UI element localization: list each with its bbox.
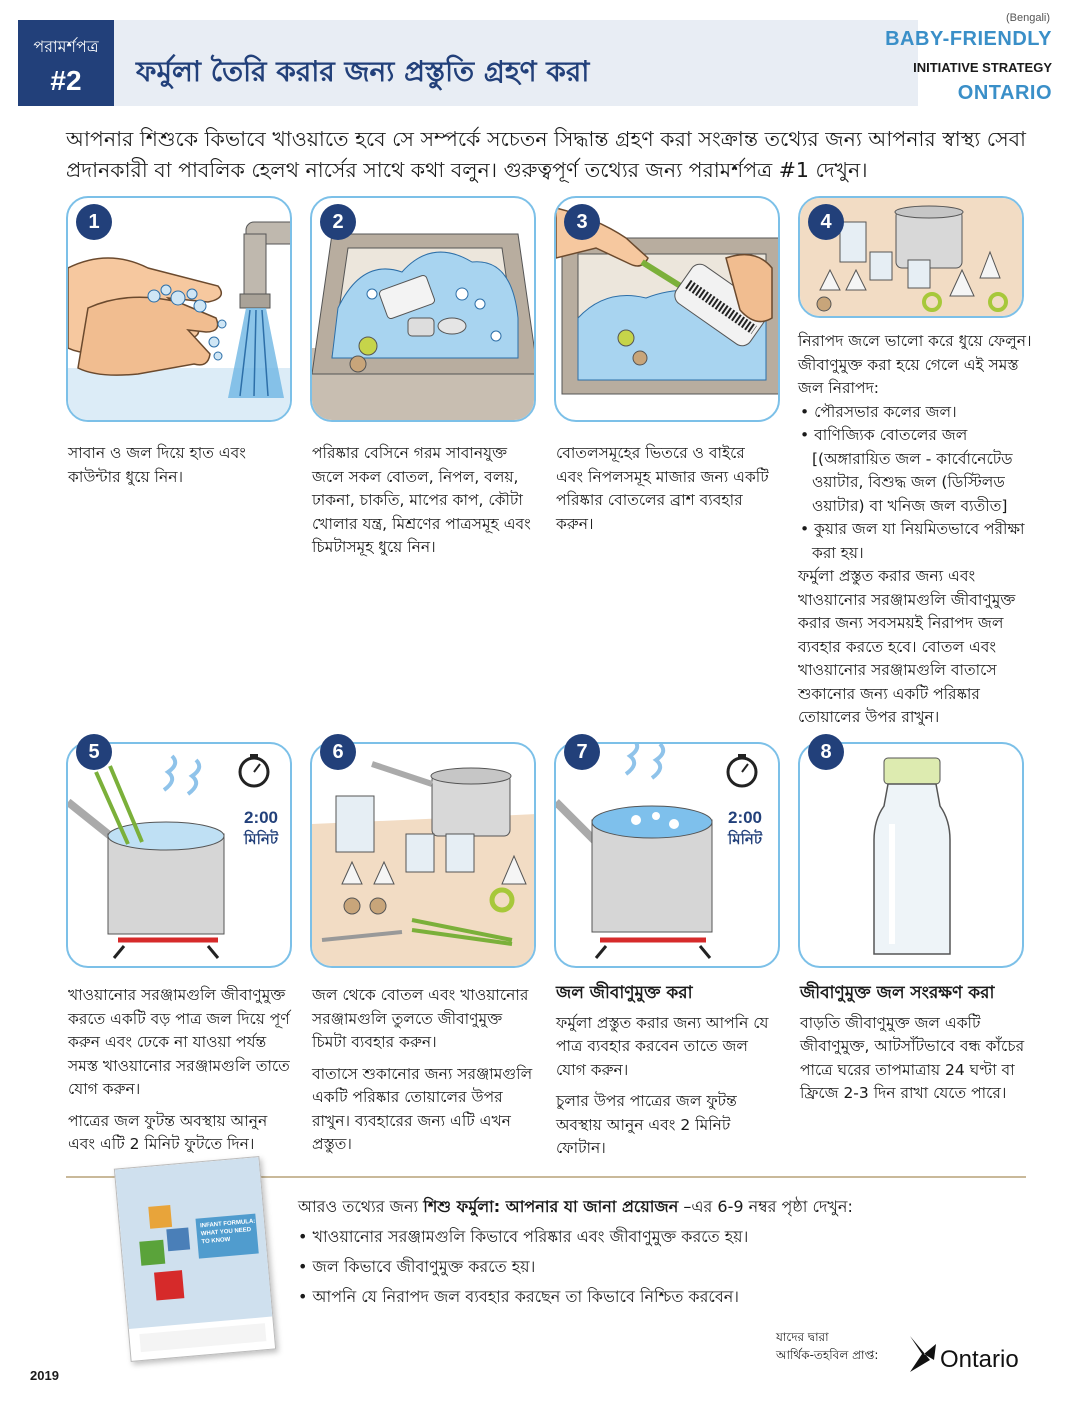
more-info-lead: আরও তথ্যের জন্য শিশু ফর্মুলা: আপনার যা জানা প্রয়োজন –এর 6-9 নম্বর পৃষ্ঠা দেখুন: (298, 1197, 853, 1216)
step-6-illustration (310, 742, 536, 968)
step-1-number: 1 (76, 204, 112, 240)
step-6-para-1: জল থেকে বোতল এবং খাওয়ানোর সরঞ্জামগুলি তুলতে জীবাণুমুক্ত চিমটা ব্যবহার করুন। (312, 986, 529, 1051)
publication-year: 2019 (30, 1368, 59, 1383)
step-8-para-1: বাড়তি জীবাণুমুক্ত জল একটি জীবাণুমুক্ত, আটসাঁটভাবে বন্ধ কাঁচের পাত্রে ঘরের তাপমাত্রায় 24 ঘণ্টা বা ফ্রিজে 2-3 দিন রাখা যেতে পারে। (800, 1013, 1025, 1102)
bfi-logo-line3: ONTARIO (957, 82, 1052, 104)
step-7-number: 7 (564, 734, 600, 770)
safe-water-bullet: • বাণিজ্যিক বোতলের জল [(অঙ্গারায়িত জল - কার্বোনেটেড ওয়াটার, বিশুদ্ধ জল (ডিস্টিলড ওয়াটার) বা খনিজ জল ব্যতীত] (800, 426, 1013, 515)
ontario-wordmark: Ontario (940, 1346, 1019, 1373)
more-info-bullet: • আপনি যে নিরাপদ জল ব্যবহার করছেন তা কিভাবে নিশ্চিত করবেন। (298, 1287, 740, 1306)
tip-sheet-label: পরামর্শপত্র (33, 37, 99, 56)
step-7-timer (710, 808, 780, 853)
step-1-text: সাবান ও জল দিয়ে হাত এবং কাউন্টার ধুয়ে নিন। (68, 444, 246, 486)
step-2-text: পরিষ্কার বেসিনে গরম সাবানযুক্ত জলে সকল বোতল, নিপল, বলয়, ঢাকনা, চাকতি, মাপের কাপ, কৌটা খোলার যন্ত্র, মিশ্রণের পাত্রসমূহ এবং চিমটাসমূহ ধুয়ে নিন। (312, 444, 531, 556)
bfi-logo-line1: BABY-FRIENDLY (885, 28, 1052, 50)
step-5-text (68, 984, 298, 1165)
timer-unit: মিনিট (727, 830, 763, 848)
more-info-bullet: • জল কিভাবে জীবাণুমুক্ত করতে হয়। (298, 1257, 536, 1276)
step-5-para-2: পাত্রের জল ফুটন্ত অবস্থায় আনুন এবং এটি 2 মিনিট ফুটতে দিন। (68, 1111, 268, 1153)
step-5-para-1: খাওয়ানোর সরঞ্জামগুলি জীবাণুমুক্ত করতে একটি বড় পাত্র জল দিয়ে পূর্ণ করুন এবং ঢেকে না যাওয়া পর্যন্ত সমস্ত খাওয়ানোর সরঞ্জামগুলি তাতে যোগ করুন। (68, 986, 290, 1098)
step-4-number: 4 (808, 204, 844, 240)
more-info (298, 1192, 1018, 1312)
step-8-number: 8 (808, 734, 844, 770)
safe-water-bullet: • পৌরসভার কলের জল। (800, 402, 957, 421)
step-8-illustration (798, 742, 1024, 968)
timer-value: 2:00 (727, 808, 763, 827)
step-6-number: 6 (320, 734, 356, 770)
step-3-number: 3 (564, 204, 600, 240)
intro-paragraph: আপনার শিশুকে কিভাবে খাওয়াতে হবে সে সম্পর্কে সচেতন সিদ্ধান্ত গ্রহণ করা সংক্রান্ত তথ্যের জন্য আপনার স্বাস্থ্য সেবা প্রদানকারী বা পাবলিক হেলথ নার্সের সাথে কথা বলুন। গুরুত্বপূর্ণ তথ্যের জন্য পরামর্শপত্র #1 দেখুন। (66, 127, 1026, 182)
step-7-illustration (554, 742, 780, 968)
step-6-para-2: বাতাসে শুকানোর জন্য সরঞ্জামগুলি একটি পরিষ্কার তোয়ালের উপর রাখুন। ব্যবহারের জন্য এটি এখন প্রস্তুত। (312, 1064, 533, 1153)
step-7-para-2: চুলার উপর পাত্রের জল ফুটন্ত অবস্থায় আনুন এবং 2 মিনিট ফোটান। (556, 1092, 737, 1157)
step-7-heading: জল জীবাণুমুক্ত করা (556, 983, 693, 1003)
page-title: ফর্মুলা তৈরি করার জন্য প্রস্তুতি গ্রহণ করা (136, 55, 590, 88)
step-5-illustration (66, 742, 292, 968)
language-label: (Bengali) (1005, 12, 1050, 24)
booklet-cover-title: INFANT FORMULA: WHAT YOU NEED TO KNOW (199, 1218, 256, 1246)
step-8-text (800, 982, 1026, 1114)
safe-water-bullet: • কুয়ার জল যা নিয়মিতভাবে পরীক্ষা করা হয়। (800, 520, 1025, 562)
step-6-text (312, 984, 536, 1165)
timer-unit: মিনিট (243, 830, 279, 848)
step-4-note: ফর্মুলা প্রস্তুত করার জন্য এবং খাওয়ানোর সরঞ্জামগুলি জীবাণুমুক্ত করার জন্য সবসময়ই নিরাপদ জল ব্যবহার করতে হবে। বোতল এবং খাওয়ানোর সরঞ্জামগুলি বাতাসে শুকানোর জন্য একটি পরিষ্কার তোয়ালের উপর রাখুন। (798, 567, 1016, 726)
bfi-logo-line2: INITIATIVE STRATEGY (913, 60, 1052, 75)
step-8-heading: জীবাণুমুক্ত জল সংরক্ষণ করা (800, 983, 995, 1003)
booklet-cover-image (114, 1156, 276, 1362)
step-5-number: 5 (76, 734, 112, 770)
step-4-intro: নিরাপদ জলে ভালো করে ধুয়ে ফেলুন। জীবাণুমুক্ত করা হয়ে গেলে এই সমস্ত জল নিরাপদ: (798, 332, 1032, 397)
tip-sheet-number: #2 (50, 65, 82, 96)
timer-value: 2:00 (243, 808, 279, 827)
step-2-number: 2 (320, 204, 356, 240)
step-3-text: বোতলসমূহের ভিতরে ও বাইরে এবং নিপলসমূহ মাজার জন্য একটি পরিষ্কার বোতলের ব্রাশ ব্যবহার করুন। (556, 444, 769, 533)
step-7-text (556, 982, 778, 1169)
step-5-timer (226, 808, 296, 853)
step-4-text (798, 330, 1034, 738)
tip-sheet-tag (18, 20, 114, 106)
funding-statement: যাদের দ্বারা আর্থিক-তহবিল প্রাপ্ত: (776, 1330, 879, 1362)
more-info-bullet: • খাওয়ানোর সরঞ্জামগুলি কিভাবে পরিষ্কার এবং জীবাণুমুক্ত করতে হয়। (298, 1227, 749, 1246)
booklet-title: শিশু ফর্মুলা: আপনার যা জানা প্রয়োজন (423, 1197, 679, 1216)
step-7-para-1: ফর্মুলা প্রস্তুত করার জন্য আপনি যে পাত্র ব্যবহার করবেন তাতে জল যোগ করুন। (556, 1013, 769, 1079)
